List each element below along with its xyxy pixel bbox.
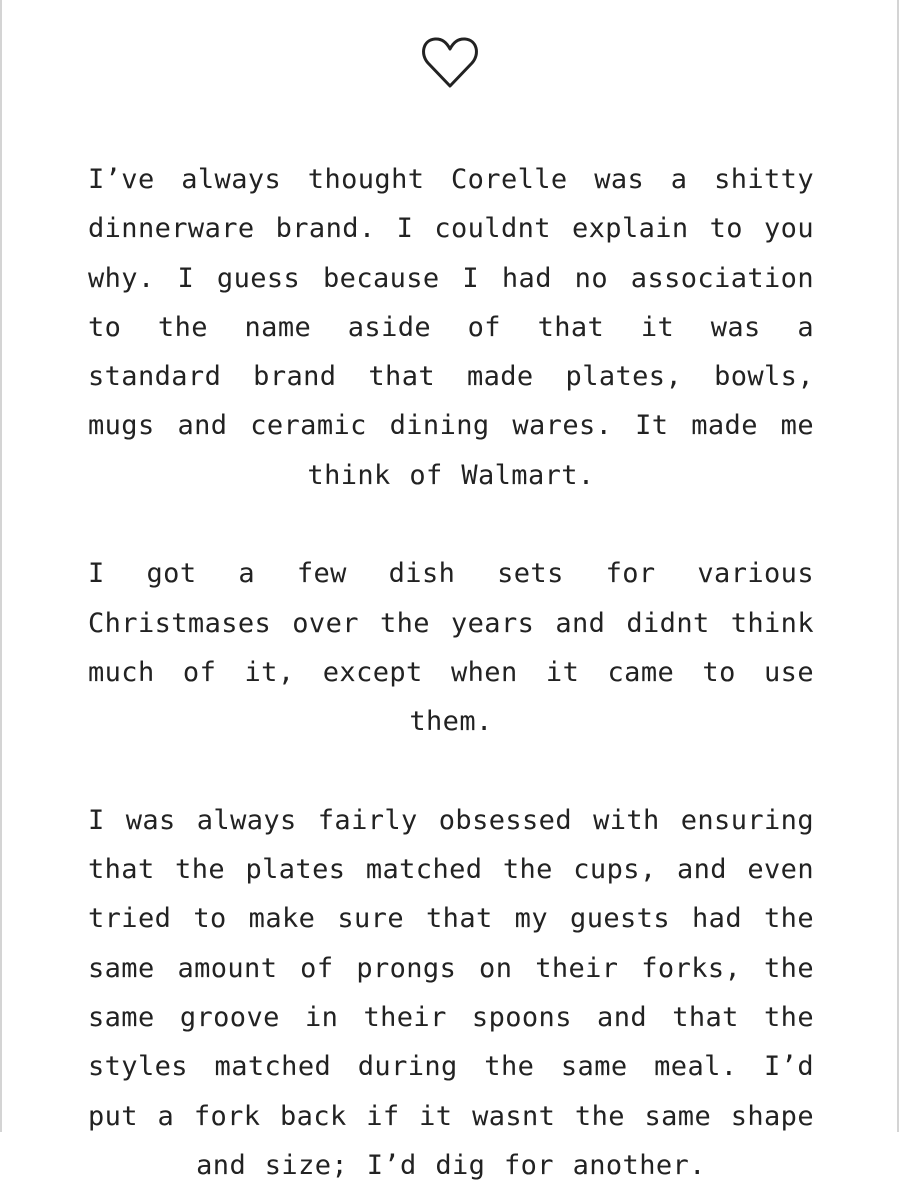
heart-outline-icon bbox=[421, 34, 479, 90]
paragraph-3: I was always fairly obsessed with ensuring that the plates matched the cups, and even tried to make sure that my guests had the same amount of prongs on their forks, the same groove in their spoons and that the styles matched during the same meal. I’d put a fork back if it wasnt the same shape and size; I’d dig for another. bbox=[88, 804, 814, 1181]
paragraph-2: I got a few dish sets for various Christmases over the years and didnt think much of it, except when it came to use them. bbox=[88, 558, 814, 738]
paragraph-1: I’ve always thought Corelle was a shitty dinnerware brand. I couldnt explain to you why. I guess because I had no association to the name aside of that it was a standard brand that made plates, bowls, mugs and ceramic dining wares. It made me think of Walmart. bbox=[88, 164, 814, 491]
heart-icon bbox=[421, 34, 479, 90]
article-body bbox=[88, 155, 814, 1190]
